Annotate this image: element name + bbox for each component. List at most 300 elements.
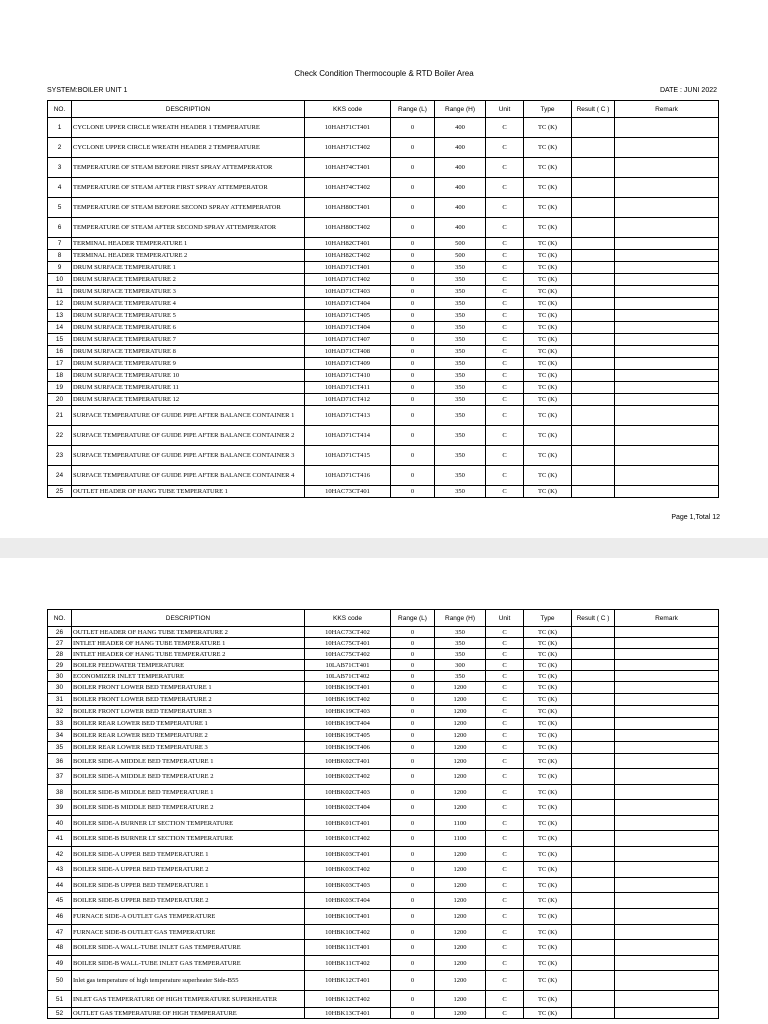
row-range-high: 1200 <box>435 706 486 718</box>
row-unit: C <box>486 671 524 682</box>
row-number: 8 <box>48 250 72 262</box>
row-description: INLET GAS TEMPERATURE OF HIGH TEMPERATURE SUPERHEATER <box>72 991 305 1008</box>
row-result <box>572 831 615 847</box>
row-kks-code: 10HAH80CT401 <box>305 198 391 218</box>
row-result <box>572 754 615 769</box>
table-row <box>48 971 719 991</box>
row-kks-code: 10HAH74CT401 <box>305 158 391 178</box>
row-result <box>572 262 615 274</box>
row-range-low: 0 <box>391 198 435 218</box>
row-type: TC (K) <box>524 250 572 262</box>
table-row <box>48 718 719 730</box>
row-type: TC (K) <box>524 718 572 730</box>
row-range-high: 1200 <box>435 925 486 940</box>
row-type: TC (K) <box>524 486 572 498</box>
page-separator <box>0 538 768 558</box>
row-result <box>572 138 615 158</box>
row-remark <box>615 831 719 847</box>
row-range-high: 350 <box>435 286 486 298</box>
row-type: TC (K) <box>524 627 572 638</box>
thermocouple-table-page-1 <box>47 100 719 498</box>
row-kks-code: 10HBK19CT406 <box>305 742 391 754</box>
row-result <box>572 334 615 346</box>
row-description: BOILER SIDE-B BURNER LT SECTION TEMPERATURE <box>72 831 305 847</box>
table-row <box>48 878 719 893</box>
header-unit: Unit <box>486 101 524 118</box>
row-range-low: 0 <box>391 971 435 991</box>
row-result <box>572 682 615 694</box>
row-unit: C <box>486 1008 524 1019</box>
table-row <box>48 742 719 754</box>
row-kks-code: 10HAC73CT402 <box>305 627 391 638</box>
row-range-low: 0 <box>391 274 435 286</box>
row-kks-code: 10LAB71CT402 <box>305 671 391 682</box>
row-number: 11 <box>48 286 72 298</box>
row-kks-code: 10HBK19CT401 <box>305 682 391 694</box>
row-remark <box>615 706 719 718</box>
row-remark <box>615 250 719 262</box>
table-row <box>48 446 719 466</box>
row-kks-code: 10HBK01CT402 <box>305 831 391 847</box>
table-row <box>48 638 719 649</box>
row-result <box>572 286 615 298</box>
table-header-row <box>48 101 719 118</box>
row-description: DRUM SURFACE TEMPERATURE 11 <box>72 382 305 394</box>
row-range-high: 350 <box>435 426 486 446</box>
row-range-low: 0 <box>391 694 435 706</box>
row-unit: C <box>486 878 524 893</box>
table-row <box>48 158 719 178</box>
row-range-low: 0 <box>391 649 435 660</box>
row-unit: C <box>486 956 524 971</box>
row-remark <box>615 466 719 486</box>
row-number: 52 <box>48 1008 72 1019</box>
row-range-high: 1200 <box>435 878 486 893</box>
row-range-high: 1200 <box>435 769 486 785</box>
row-range-high: 1200 <box>435 893 486 909</box>
row-result <box>572 785 615 800</box>
row-range-high: 350 <box>435 358 486 370</box>
table-row <box>48 138 719 158</box>
row-kks-code: 10HAD71CT411 <box>305 382 391 394</box>
header-remark: Remark <box>615 610 719 627</box>
row-remark <box>615 218 719 238</box>
row-number: 44 <box>48 878 72 893</box>
row-unit: C <box>486 847 524 862</box>
row-type: TC (K) <box>524 785 572 800</box>
row-range-high: 350 <box>435 638 486 649</box>
row-result <box>572 671 615 682</box>
row-remark <box>615 298 719 310</box>
row-result <box>572 1008 615 1019</box>
row-kks-code: 10HBK19CT402 <box>305 694 391 706</box>
row-remark <box>615 358 719 370</box>
table-row <box>48 991 719 1008</box>
row-unit: C <box>486 274 524 286</box>
row-number: 47 <box>48 925 72 940</box>
row-range-high: 350 <box>435 382 486 394</box>
row-number: 20 <box>48 394 72 406</box>
row-unit: C <box>486 706 524 718</box>
row-kks-code: 10HBK13CT401 <box>305 1008 391 1019</box>
row-range-high: 1200 <box>435 718 486 730</box>
row-type: TC (K) <box>524 638 572 649</box>
row-result <box>572 893 615 909</box>
row-remark <box>615 627 719 638</box>
table-row <box>48 694 719 706</box>
row-kks-code: 10HAH82CT401 <box>305 238 391 250</box>
row-range-low: 0 <box>391 862 435 878</box>
row-range-high: 400 <box>435 138 486 158</box>
row-description: BOILER REAR LOWER BED TEMPERATURE 1 <box>72 718 305 730</box>
row-kks-code: 10HBK02CT402 <box>305 769 391 785</box>
row-remark <box>615 925 719 940</box>
row-result <box>572 178 615 198</box>
row-description: DRUM SURFACE TEMPERATURE 10 <box>72 370 305 382</box>
row-range-low: 0 <box>391 370 435 382</box>
row-type: TC (K) <box>524 1008 572 1019</box>
row-range-low: 0 <box>391 238 435 250</box>
row-result <box>572 940 615 956</box>
row-type: TC (K) <box>524 909 572 925</box>
row-range-high: 400 <box>435 198 486 218</box>
row-kks-code: 10HAD71CT409 <box>305 358 391 370</box>
row-description: DRUM SURFACE TEMPERATURE 12 <box>72 394 305 406</box>
row-range-high: 350 <box>435 298 486 310</box>
row-range-low: 0 <box>391 286 435 298</box>
row-remark <box>615 334 719 346</box>
thermocouple-table-page-2 <box>47 609 719 1019</box>
row-unit: C <box>486 334 524 346</box>
table-row <box>48 925 719 940</box>
row-unit: C <box>486 754 524 769</box>
row-range-high: 350 <box>435 627 486 638</box>
row-description: BOILER FRONT LOWER BED TEMPERATURE 3 <box>72 706 305 718</box>
row-number: 23 <box>48 446 72 466</box>
row-kks-code: 10HAH71CT402 <box>305 138 391 158</box>
row-result <box>572 718 615 730</box>
row-number: 21 <box>48 406 72 426</box>
row-result <box>572 250 615 262</box>
row-description: Inlet gas temperature of high temperature superheater Side-B55 <box>72 971 305 991</box>
row-number: 41 <box>48 831 72 847</box>
row-remark <box>615 991 719 1008</box>
row-description: INTLET HEADER OF HANG TUBE TEMPERATURE 2 <box>72 649 305 660</box>
row-unit: C <box>486 298 524 310</box>
header-remark: Remark <box>615 101 719 118</box>
table-row <box>48 298 719 310</box>
row-type: TC (K) <box>524 346 572 358</box>
row-kks-code: 10HBK19CT403 <box>305 706 391 718</box>
row-range-high: 400 <box>435 218 486 238</box>
row-description: BOILER FRONT LOWER BED TEMPERATURE 1 <box>72 682 305 694</box>
row-range-low: 0 <box>391 925 435 940</box>
table-row <box>48 382 719 394</box>
table-row <box>48 334 719 346</box>
row-range-high: 500 <box>435 250 486 262</box>
row-range-high: 1200 <box>435 694 486 706</box>
row-range-high: 1200 <box>435 742 486 754</box>
row-range-high: 1100 <box>435 831 486 847</box>
row-result <box>572 158 615 178</box>
row-number: 49 <box>48 956 72 971</box>
row-description: DRUM SURFACE TEMPERATURE 3 <box>72 286 305 298</box>
row-range-low: 0 <box>391 909 435 925</box>
row-unit: C <box>486 358 524 370</box>
row-remark <box>615 649 719 660</box>
row-result <box>572 638 615 649</box>
row-number: 24 <box>48 466 72 486</box>
row-result <box>572 971 615 991</box>
row-unit: C <box>486 627 524 638</box>
row-result <box>572 486 615 498</box>
row-result <box>572 118 615 138</box>
row-kks-code: 10HAC75CT402 <box>305 649 391 660</box>
table-row <box>48 394 719 406</box>
row-number: 16 <box>48 346 72 358</box>
row-remark <box>615 956 719 971</box>
row-type: TC (K) <box>524 800 572 816</box>
row-unit: C <box>486 682 524 694</box>
row-unit: C <box>486 178 524 198</box>
row-type: TC (K) <box>524 426 572 446</box>
row-kks-code: 10HBK01CT401 <box>305 816 391 831</box>
row-number: 37 <box>48 769 72 785</box>
row-type: TC (K) <box>524 238 572 250</box>
row-kks-code: 10HAD71CT402 <box>305 274 391 286</box>
row-number: 51 <box>48 991 72 1008</box>
row-kks-code: 10HAD71CT408 <box>305 346 391 358</box>
row-range-low: 0 <box>391 1008 435 1019</box>
row-remark <box>615 754 719 769</box>
row-kks-code: 10HBK03CT401 <box>305 847 391 862</box>
table-row <box>48 358 719 370</box>
row-number: 35 <box>48 742 72 754</box>
row-type: TC (K) <box>524 218 572 238</box>
row-number: 28 <box>48 649 72 660</box>
row-type: TC (K) <box>524 940 572 956</box>
row-number: 39 <box>48 800 72 816</box>
row-range-high: 350 <box>435 446 486 466</box>
row-result <box>572 925 615 940</box>
table-row <box>48 250 719 262</box>
row-type: TC (K) <box>524 682 572 694</box>
row-kks-code: 10HBK11CT402 <box>305 956 391 971</box>
row-remark <box>615 198 719 218</box>
table-row <box>48 118 719 138</box>
row-description: BOILER SIDE-B MIDDLE BED TEMPERATURE 1 <box>72 785 305 800</box>
date-label: DATE : JUNI 2022 <box>659 87 717 94</box>
row-remark <box>615 262 719 274</box>
row-kks-code: 10HAC75CT401 <box>305 638 391 649</box>
row-kks-code: 10LAB71CT401 <box>305 660 391 671</box>
row-range-low: 0 <box>391 660 435 671</box>
table-row <box>48 940 719 956</box>
row-kks-code: 10HAH74CT402 <box>305 178 391 198</box>
row-range-high: 1200 <box>435 785 486 800</box>
header-no: NO. <box>48 610 72 627</box>
row-range-low: 0 <box>391 406 435 426</box>
row-type: TC (K) <box>524 286 572 298</box>
row-range-high: 350 <box>435 466 486 486</box>
row-type: TC (K) <box>524 158 572 178</box>
row-result <box>572 406 615 426</box>
row-kks-code: 10HAD71CT410 <box>305 370 391 382</box>
table-row <box>48 286 719 298</box>
row-result <box>572 769 615 785</box>
table-row <box>48 627 719 638</box>
row-kks-code: 10HAD71CT413 <box>305 406 391 426</box>
row-number: 25 <box>48 486 72 498</box>
row-range-high: 1200 <box>435 800 486 816</box>
row-kks-code: 10HBK19CT404 <box>305 718 391 730</box>
row-description: BOILER SIDE-B WALL-TUBE INLET GAS TEMPERATURE <box>72 956 305 971</box>
row-result <box>572 800 615 816</box>
row-remark <box>615 909 719 925</box>
row-range-low: 0 <box>391 218 435 238</box>
row-range-high: 1200 <box>435 971 486 991</box>
row-range-high: 350 <box>435 370 486 382</box>
row-type: TC (K) <box>524 178 572 198</box>
row-description: TEMPERATURE OF STEAM AFTER FIRST SPRAY ATTEMPERATOR <box>72 178 305 198</box>
row-result <box>572 627 615 638</box>
system-label: SYSTEM:BOILER UNIT 1 <box>47 87 128 94</box>
row-number: 32 <box>48 706 72 718</box>
row-range-high: 1200 <box>435 754 486 769</box>
row-range-high: 1200 <box>435 847 486 862</box>
row-remark <box>615 878 719 893</box>
row-number: 26 <box>48 627 72 638</box>
header-range-high: Range (H) <box>435 101 486 118</box>
row-kks-code: 10HAD71CT414 <box>305 426 391 446</box>
row-result <box>572 198 615 218</box>
row-range-low: 0 <box>391 446 435 466</box>
row-description: DRUM SURFACE TEMPERATURE 6 <box>72 322 305 334</box>
row-kks-code: 10HAD71CT407 <box>305 334 391 346</box>
header-unit: Unit <box>486 610 524 627</box>
row-unit: C <box>486 382 524 394</box>
row-range-low: 0 <box>391 250 435 262</box>
row-range-low: 0 <box>391 718 435 730</box>
row-kks-code: 10HBK12CT401 <box>305 971 391 991</box>
row-range-high: 1200 <box>435 940 486 956</box>
page-number: Page 1,Total 12 <box>671 514 720 521</box>
row-type: TC (K) <box>524 706 572 718</box>
header-type: Type <box>524 610 572 627</box>
row-type: TC (K) <box>524 394 572 406</box>
header-result: Result ( C ) <box>572 101 615 118</box>
row-type: TC (K) <box>524 694 572 706</box>
row-kks-code: 10HAD71CT415 <box>305 446 391 466</box>
row-remark <box>615 238 719 250</box>
row-result <box>572 847 615 862</box>
row-number: 3 <box>48 158 72 178</box>
row-type: TC (K) <box>524 358 572 370</box>
row-result <box>572 394 615 406</box>
row-number: 7 <box>48 238 72 250</box>
row-result <box>572 346 615 358</box>
row-range-high: 400 <box>435 158 486 178</box>
row-description: TEMPERATURE OF STEAM AFTER SECOND SPRAY ATTEMPERATOR <box>72 218 305 238</box>
row-remark <box>615 406 719 426</box>
row-range-high: 350 <box>435 274 486 286</box>
row-description: OUTLET HEADER OF HANG TUBE TEMPERATURE 2 <box>72 627 305 638</box>
row-description: TERMINAL HEADER TEMPERATURE 2 <box>72 250 305 262</box>
row-range-high: 350 <box>435 649 486 660</box>
row-remark <box>615 785 719 800</box>
row-unit: C <box>486 785 524 800</box>
row-range-high: 1200 <box>435 682 486 694</box>
row-number: 29 <box>48 660 72 671</box>
row-description: BOILER SIDE-A MIDDLE BED TEMPERATURE 2 <box>72 769 305 785</box>
row-number: 33 <box>48 718 72 730</box>
row-remark <box>615 274 719 286</box>
row-result <box>572 991 615 1008</box>
row-description: DRUM SURFACE TEMPERATURE 4 <box>72 298 305 310</box>
row-unit: C <box>486 638 524 649</box>
row-type: TC (K) <box>524 298 572 310</box>
row-number: 4 <box>48 178 72 198</box>
row-type: TC (K) <box>524 334 572 346</box>
row-kks-code: 10HBK11CT401 <box>305 940 391 956</box>
row-unit: C <box>486 769 524 785</box>
row-kks-code: 10HBK10CT401 <box>305 909 391 925</box>
row-result <box>572 358 615 370</box>
row-kks-code: 10HAD71CT404 <box>305 322 391 334</box>
row-description: DRUM SURFACE TEMPERATURE 8 <box>72 346 305 358</box>
row-range-high: 1200 <box>435 956 486 971</box>
row-type: TC (K) <box>524 310 572 322</box>
row-result <box>572 909 615 925</box>
row-range-low: 0 <box>391 991 435 1008</box>
row-remark <box>615 847 719 862</box>
table-row <box>48 862 719 878</box>
row-range-low: 0 <box>391 382 435 394</box>
row-result <box>572 706 615 718</box>
row-number: 14 <box>48 322 72 334</box>
row-remark <box>615 138 719 158</box>
row-kks-code: 10HBK19CT405 <box>305 730 391 742</box>
row-type: TC (K) <box>524 406 572 426</box>
row-remark <box>615 322 719 334</box>
row-result <box>572 322 615 334</box>
row-description: CYCLONE UPPER CIRCLE WREATH HEADER 2 TEMPERATURE <box>72 138 305 158</box>
row-remark <box>615 310 719 322</box>
row-unit: C <box>486 991 524 1008</box>
row-number: 18 <box>48 370 72 382</box>
table-row <box>48 262 719 274</box>
row-unit: C <box>486 909 524 925</box>
row-range-low: 0 <box>391 706 435 718</box>
row-description: OUTLET HEADER OF HANG TUBE TEMPERATURE 1 <box>72 486 305 498</box>
row-result <box>572 274 615 286</box>
row-unit: C <box>486 925 524 940</box>
row-unit: C <box>486 718 524 730</box>
row-number: 38 <box>48 785 72 800</box>
row-unit: C <box>486 742 524 754</box>
row-kks-code: 10HBK03CT403 <box>305 878 391 893</box>
row-number: 46 <box>48 909 72 925</box>
row-range-high: 350 <box>435 334 486 346</box>
row-unit: C <box>486 466 524 486</box>
table-row <box>48 178 719 198</box>
row-description: CYCLONE UPPER CIRCLE WREATH HEADER 1 TEMPERATURE <box>72 118 305 138</box>
table-row <box>48 893 719 909</box>
row-number: 5 <box>48 198 72 218</box>
row-description: BOILER FRONT LOWER BED TEMPERATURE 2 <box>72 694 305 706</box>
row-range-low: 0 <box>391 262 435 274</box>
row-range-low: 0 <box>391 847 435 862</box>
